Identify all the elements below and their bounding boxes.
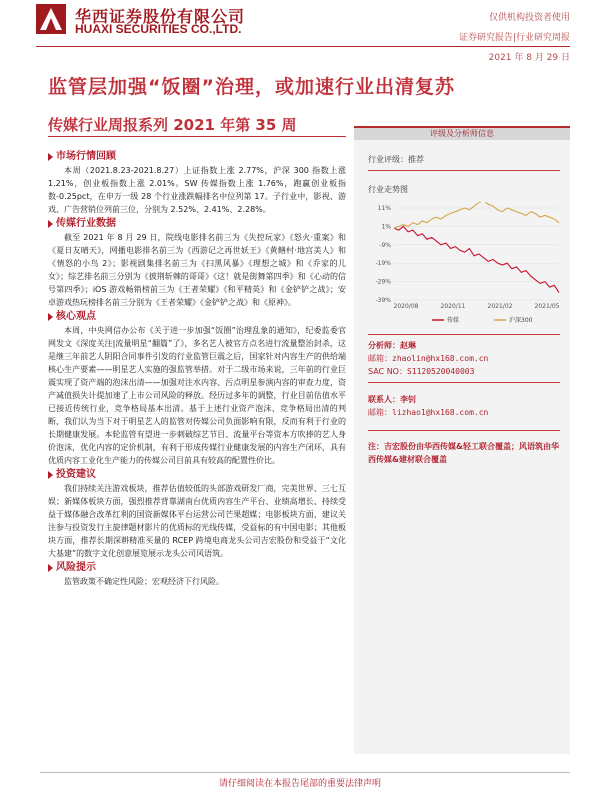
coverage-note-label: 注：	[368, 442, 384, 451]
brand-name-cn: 华西证券股份有限公司	[75, 7, 246, 26]
coverage-note-text: 吉宏股份由华西传媒&轻工联合覆盖；风语筑由华西传媒&建材联合覆盖	[368, 442, 559, 464]
report-title: 监管层加强“饭圈”治理，或加速行业出清复苏	[48, 76, 455, 98]
analyst-sac-number: S1120520040003	[406, 367, 475, 376]
section-heading: 风险提示	[56, 562, 96, 573]
report-category: 证券研究报告|行业研究周报	[458, 33, 570, 43]
audience-note: 仅供机构投资者使用	[488, 13, 570, 23]
section-paragraph: 本周（2021.8.23-2021.8.27）上证指数上涨 2.77%，沪深 300 指数上涨 1.21%，创业板指数上涨 2.01%。SW 传媒指数上涨 1.76%，跑赢创业板指数-0.25pct，在申万一级 28 个行业涨跌幅排名中位列第 17。子行业中，影视、游戏、广告营销位列前三位，分别为 2.52%、2.41%、2.28%。	[48, 166, 346, 214]
report-subtitle: 传媒行业周报系列 2021 年第 35 周	[48, 116, 297, 134]
x-tick-label: 2021/05	[534, 303, 560, 310]
section-core-view	[48, 310, 346, 467]
section-paragraph: 监管政策不确定性风险；宏观经济下行风险。	[64, 577, 224, 586]
section-heading: 传媒行业数据	[56, 218, 116, 229]
bullet-triangle-icon	[48, 313, 53, 321]
bullet-triangle-icon	[48, 564, 53, 572]
report-date: 2021 年 8 月 29 日	[488, 53, 570, 63]
section-paragraph: 本周，中央网信办公布《关于进一步加强“饭圈”治理乱象的通知》，纪委监委官网发文《深度关注|流量明星“翻篇”了》，多名艺人被官方点名进行流量整治封杀，这是继三年前艺人阴阳合同事件引发的行业监管巨震之后，国家针对内容生产的供给端核心生产要素——明星艺人实施的强监管举措。对于二级市场来说，三年前的行业巨震实现了资产端的泡沫出清——加强对注水内容、污点明星参演内容的审查力度，资产减值损失计提加速了上市公司风险的释放。经历过多年的调整，行业目前估值水平已接近传统行业，竞争格局基本出清。基于上述行业资产泡沫、竞争格局出清的判断，我们认为当下对于明星艺人的监管对传媒公司负面影响有限，反而有利于行业的长期健康发展。本轮监管有望进一步刺破综艺节目、流量平台等资本方吹捧的艺人身价泡沫，优化内容的定价机制，有利于形成传媒行业健康发展的内容生产闭环，具有优质内容工业化生产能力的传媒公司目前具有较高的配置性价比。	[48, 326, 346, 465]
contact-email-label: 邮箱：	[368, 408, 392, 417]
section-investment-advice	[48, 468, 346, 560]
report-body	[48, 150, 346, 588]
brand-name-en: HUAXI SECURITIES CO.,LTD.	[75, 22, 242, 36]
section-risk-warning	[48, 561, 346, 588]
bullet-triangle-icon	[48, 220, 53, 228]
legal-notice-footer: 请仔细阅读在本报告尾部的重要法律声明	[218, 779, 381, 789]
panel-header: 评级及分析师信息	[354, 126, 570, 140]
huaxi-logo-icon	[36, 4, 66, 34]
subtitle-divider	[48, 136, 346, 137]
section-heading: 投资建议	[56, 469, 96, 480]
y-tick-label: -29%	[375, 278, 391, 286]
analyst-email-label: 邮箱：	[368, 354, 392, 363]
section-paragraph: 我们持续关注游戏板块，推荐估值较低的头部游戏研发厂商，完美世界、三七互娱；新媒体板块方面，强烈推荐背靠湖南台优质内容生产平台、业绩高增长、持续受益于媒体融合改革红利的国资新媒体平台运营公司芒果超媒；电影板块方面，建议关注参与投资发行主旋律题材影片的优质标的光线传媒，受益标的有中国电影；其他板块方面，推荐长期深耕精准买量的 RCEP 跨境电商龙头公司吉宏股份和受益于“文化大基建”的数字文化创意展览展示龙头公司风语筑。	[48, 484, 346, 558]
legend-label: 传媒	[447, 317, 460, 324]
section-industry-data	[48, 217, 346, 309]
panel-divider	[368, 334, 560, 335]
analyst-email-link[interactable]: zhaolin@hx168.com.cn	[392, 354, 489, 363]
legend-label: 沪深300	[509, 317, 533, 324]
panel-divider	[368, 430, 560, 431]
y-tick-label: -9%	[379, 241, 391, 249]
x-tick-label: 2021/02	[487, 303, 513, 310]
contact-email-link[interactable]: lizhao1@hx168.com.cn	[392, 408, 489, 417]
contact-name: 李钊	[400, 395, 416, 404]
section-heading: 核心观点	[56, 311, 96, 322]
analyst-sac-label: SAC NO：	[368, 367, 407, 376]
x-tick-label: 2020/11	[440, 303, 466, 310]
section-market-review	[48, 150, 346, 216]
footer-divider	[40, 772, 570, 773]
rating-label: 行业评级：	[368, 155, 408, 164]
series-line	[394, 226, 559, 292]
section-paragraph: 截至 2021 年 8 月 29 日，院线电影排名前三为《失控玩家》《怒火·重案》和《夏日友晴天》，网播电影排名前三为《西游记之再世妖王》《黄鳝村·地宫美人》和《情怒的小鸟 2》；影视剧集排名前三为《扫黑风暴》《理想之城》和《乔家的儿女》；综艺排名前三分别为《披荆斩棘的哥哥》《这！就是街舞第四季》和《心动的信号第四季》；iOS 游戏畅销榜前三为《王者荣耀》《和平精英》和《金铲铲之战》；安卓游戏热玩榜排名前三分别为《王者荣耀》《金铲铲之战》和《原神》。	[48, 233, 346, 307]
panel-divider	[368, 170, 560, 171]
y-tick-label: 1%	[381, 223, 391, 231]
chart-title: 行业走势图	[368, 185, 408, 194]
y-tick-label: 11%	[377, 205, 391, 212]
header-divider	[36, 46, 570, 47]
analyst-name: 赵琳	[400, 341, 416, 350]
bullet-triangle-icon	[48, 153, 53, 161]
analyst-label: 分析师：	[368, 341, 400, 350]
series-line	[394, 202, 559, 228]
y-tick-label: -19%	[375, 260, 391, 268]
industry-trend-chart	[364, 202, 564, 332]
x-tick-label: 2020/08	[393, 303, 419, 310]
section-heading: 市场行情回顾	[56, 151, 116, 162]
contact-label: 联系人：	[368, 395, 400, 404]
rating-analyst-panel	[354, 126, 570, 754]
y-tick-label: -39%	[375, 297, 391, 304]
panel-divider	[368, 382, 560, 383]
bullet-triangle-icon	[48, 471, 53, 479]
rating-value: 推荐	[408, 155, 424, 164]
